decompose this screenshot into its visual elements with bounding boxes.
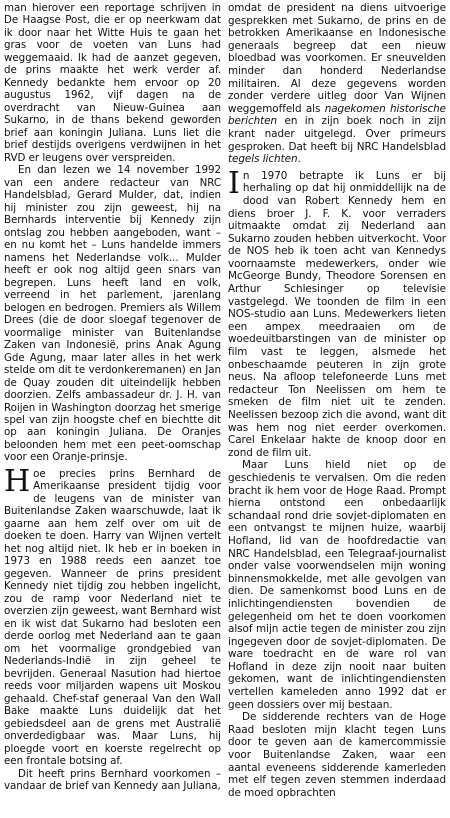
right-paragraph-3: Maar Luns hield niet op de geschiedenis te vervalsen. Om die reden bracht ik hem voor de Hoge Raad. Prompt hierna ontstond een onbedaarlijk schandaal rond drie sovjet-diplomaten en een ontvangst te mijnen huize, waarbij Hofland, lid van de hoofdredactie van NRC Handelsblad, een Telegraaf-journalist onder valse voorwendselen mijn woning binnensmokkelde, met alle gevolgen van dien. De samenkomst bood Luns en de inlichtingendiensten bovendien de gelegenheid om het te doen voorkomen alsof mijn actie tegen de minister zou zijn ingegeven door de sovjet-diplomaten. De ware toedracht en de ware rol van Hofland in deze zijn nooit naar buiten gekomen, want de inlichtingendiensten vertellen kameleden anno 1992 dat er geen dossiers over mij bestaan.	[228, 459, 446, 711]
dropcap-h: H	[4, 463, 31, 499]
left-paragraph-4: Dit heeft prins Bernhard voorkomen – vandaar de brief van Kennedy aan Juliana,	[4, 767, 221, 793]
right-column	[228, 2, 446, 799]
italic-quote-2: tegels lichten	[228, 153, 298, 166]
left-column	[4, 2, 221, 793]
italic-quote-1: nagekomen historische berichten	[228, 102, 446, 128]
right-paragraph-1	[228, 2, 446, 166]
column-gutter	[224, 0, 225, 818]
left-paragraph-3-body: oe precies prins Bernhard de Amerikaanse president tijdig voor de leugens van de minister van Buitenlandse Zaken waarschuwde, laat ik gaarne aan hem zelf over om uit de doeken te doen. Harry van Wijnen vertelt het nog altijd niet. Ik heb er in boeken in 1973 en 1988 reeds een aanzet toe gegeven. Wanneer de prins president Kennedy niet tijdig zou hebben ingelicht, zou de ramp voor Nederland niet te overzien zijn geweest, want Bernhard wist en ik wist dat Sukarno had besloten een derde oorlog met Nederland aan te gaan om het voormalige grondgebied van Nederlands-Indië in zijn geheel te bevrijden. Generaal Nasution had hiertoe reeds voor miljarden wapens uit Moskou gehaald. Chef-staf generaal Van den Wall Bake maakte Luns duidelijk dat het gebiedsdeel aan de grens met Australië onverdedigbaar was. Maar Luns, hij ploegde voort en koerste regelrecht op een frontale botsing af.	[4, 467, 221, 768]
right-paragraph-1-end: .	[297, 153, 301, 166]
dropcap-i: I	[228, 165, 240, 201]
right-paragraph-1-tail: en in zijn boek noch in zijn krant nader uitgelegd. Over primeurs gesproken. Dat heeft bij NRC Handelsblad	[228, 115, 446, 153]
left-paragraph-2: En dan lezen we 14 november 1992 van een andere redacteur van NRC Handelsblad, Gerard Mulder, dat, indien hij minister zou zijn geweest, hij na Bernhards interventie bij Kennedy zijn ontslag zou hebben aangeboden, want – en nu komt het – Luns handelde immers namens het Nederlandse volk... Mulder heeft er ook nog altijd geen snars van begrepen. Luns heeft land en volk, verreend in het parlement, jarenlang belogen en bedrogen. Premiers als Willem Drees (die de door sloegaf tegenover de voormalige minister van Buitenlandse Zaken van Indonesië, prins Anak Agung Gde Agung, maar later alles in het werk stelde om dit te verdonkeremanen) en Jan de Quay zouden dit uiteindelijk hebben doorzien. Zelfs ambassadeur dr. J. H. van Roijen in Washington doorzag het smerige spel van zijn hoogste chef en biechtte dit op aan koningin Juliana. De Oranjes beloonden hem met een peet-oomschap voor een Oranje-prinsje.	[4, 164, 221, 464]
right-paragraph-1-body: omdat de president na diens uitvoerige gesprekken met Sukarno, de prins en de betrokken Amerikaanse en Indonesische generaals begreep dat een nieuw bloedbad was voorkomen. Er sneuvelden minder dan honderd Nederlandse militairen. Al deze gegevens worden zonder verdere uitleg door Van Wijnen weggemoffeld als	[228, 2, 446, 115]
right-paragraph-2	[228, 165, 446, 460]
right-paragraph-2-body: n 1970 betrapte ik Luns er bij herhaling op dat hij onmiddellijk na de dood van Robert Kennedy hem en diens broer J. F. K. voor verraders uitmaakte omdat zij Nederland aan Sukarno zouden hebben uitverkocht. Voor de NOS heb ik toen acht van Kennedys voornaamste medewerkers, onder wie McGeorge Bundy, Theodore Sorensen en Arthur Schlesinger op televisie vastgelegd. We toonden de film in een NOS-studio aan Luns. Medewerkers lieten een ampex meedraaien om de woedeuitbarstingen van de minister op film vast te leggen, alsmede het onbeschaamde peuteren in zijn grote neus. Na afloop telefoneerde Luns met redacteur Ton Neelissen om hem te smeken de film niet uit te zenden. Neelissen bezoop zich die avond, want dit was hem nog niet eerder overkomen. Carel Enkelaar hakte de knoop door en zond de film uit.	[228, 169, 446, 459]
left-paragraph-3	[4, 463, 221, 768]
right-paragraph-4: De sidderende rechters van de Hoge Raad besloten mijn klacht tegen Luns door te geven aan de kamercommissie voor Buitenlandse Zaken, waar een aantal eveneens sidderende kamerleden met elf tegen zeven stemmen inderdaad de moed opbrachten	[228, 711, 446, 799]
left-paragraph-1: man hierover een reportage schrijven in De Haagse Post, die er op neerkwam dat ik door naar het Witte Huis te gaan het gras voor de voeten van Luns had weggemaaid. Ik had de aanzet gegeven, de prins maakte het werk verder af. Kennedy bedankte hem ervoor op 20 augustus 1962, vijf dagen na de overdracht van Nieuw-Guinea aan Sukarno, in de thans bekend geworden brief aan koningin Juliana. Luns liet die brief destijds overigens verdwijnen in het RVD er leugens over verspreiden.	[4, 2, 221, 164]
